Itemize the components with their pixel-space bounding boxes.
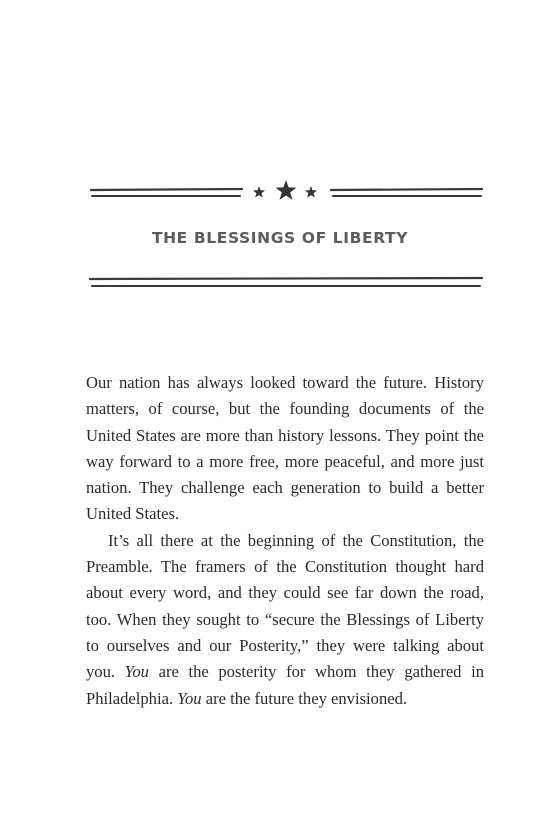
paragraph-1: Our nation has always looked toward the future. History matters, of course, but the founding documents of the United States are more than history lessons. They point the way forward to a more free, more peaceful, and more just nation. They challenge each generation to build a better United States. [86, 373, 484, 524]
chapter-title: THE BLESSINGS OF LIBERTY [151, 229, 409, 247]
emphasis-you-2: You [177, 688, 202, 708]
star-icon [253, 186, 265, 198]
body-text [86, 370, 484, 712]
paragraph-2-text-c: are the future they envisioned. [201, 688, 408, 708]
bottom-rule-upper [90, 278, 482, 279]
emphasis-you-1: You [124, 662, 149, 682]
top-rule-left-upper [91, 189, 242, 190]
paragraph-2-text-b: are the posterity for whom they gathered in Philadelphia. [86, 662, 485, 708]
paragraph-2 [86, 528, 484, 712]
star-icon [305, 186, 317, 198]
star-icon [276, 180, 297, 200]
top-rule-right-upper [331, 189, 482, 190]
paragraph-2-text-a: It’s all there at the beginning of the Constitution, the Preamble. The framers of the Constitution thought hard about every word, and they could see far down the road, too. When they sought to “secure the Blessings of Liberty to ourselves and our Posterity,” they were talking about you. [86, 530, 484, 682]
header-ornament [0, 0, 560, 300]
